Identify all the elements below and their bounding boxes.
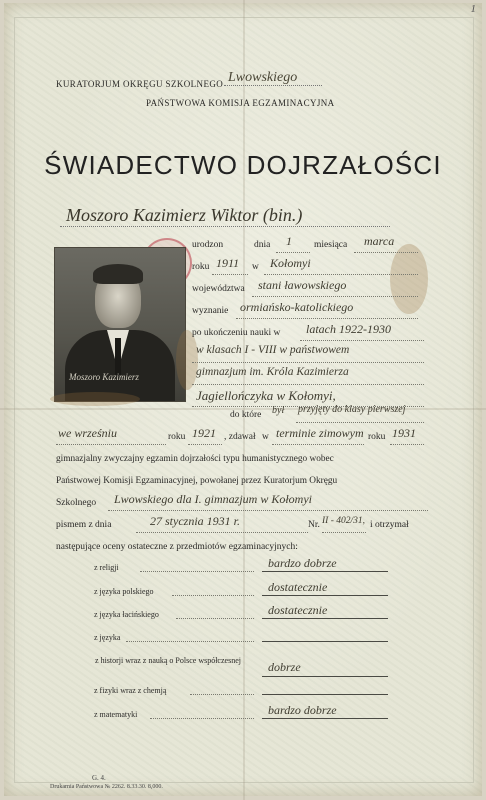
komisja-heading: PAŃSTWOWA KOMISJA EGZAMINACYJNA (146, 98, 335, 108)
photo-signature: Moszoro Kazimierz (69, 372, 139, 382)
label-urodzony: urodzon (192, 240, 224, 250)
grade-underline (262, 694, 388, 695)
kuratorjum-handwritten: Lwowskiego (228, 70, 298, 85)
exam-term: terminie zimowym (276, 426, 364, 440)
label-w: w (262, 432, 269, 442)
subject-history: z historji wraz z nauką o Polsce współczesnej (95, 656, 241, 665)
form-code: G. 4. (92, 774, 106, 782)
holder-photo (54, 247, 186, 402)
dotted-line (236, 318, 418, 319)
exam-line-1: gimnazjalny zwyczajny egzamin dojrzałości typu humanistycznego wobec (56, 454, 334, 464)
holder-name: Moszoro Kazimierz Wiktor (bin.) (66, 205, 303, 225)
grade-underline (262, 641, 388, 642)
admission-year: 1921 (192, 426, 216, 440)
dotted-line (176, 618, 254, 619)
label-wojewodztwa: województwa (192, 284, 245, 294)
stain-mark (50, 392, 140, 406)
dotted-line (188, 444, 222, 445)
name-dotted-line (60, 226, 390, 227)
page-number: 1 (470, 3, 476, 15)
subject-physics: z fizyki wraz z chemją (94, 686, 167, 695)
school-name: gimnazjum im. Króla Kazimierza (196, 366, 349, 378)
label-miesiaca: miesiąca (314, 240, 348, 250)
grade-religion: bardzo dobrze (268, 556, 337, 570)
dotted-line (300, 340, 424, 341)
label-szkolnego: Szkolnego (56, 498, 97, 508)
birth-day: 1 (286, 234, 292, 248)
grade-underline (262, 676, 388, 677)
dotted-line (322, 532, 366, 533)
label-roku: roku (192, 262, 210, 272)
dotted-line (264, 274, 418, 275)
photo-tie (115, 338, 121, 376)
dotted-line (390, 444, 424, 445)
admission-month: we wrześniu (58, 426, 118, 440)
printer-note: Drukarnia Państwowa № 2262. 8.33.30. 8,000. (50, 784, 163, 790)
dotted-line (192, 362, 424, 363)
dotted-line (212, 274, 248, 275)
label-pismem: pismem z dnia (56, 520, 112, 530)
label-byl: był (272, 405, 285, 416)
subject-religion: z religji (94, 563, 119, 572)
grade-latin: dostatecznie (268, 603, 328, 617)
grade-underline (262, 618, 388, 619)
letter-date: 27 stycznia 1931 r. (150, 514, 240, 528)
birth-month: marca (364, 234, 395, 248)
label-wyznania: wyznanie (192, 306, 229, 316)
dotted-line (354, 252, 418, 253)
dotted-line (126, 641, 254, 642)
label-w: w (252, 262, 259, 272)
grade-underline (262, 571, 388, 572)
label-otrzymal: i otrzymał (370, 520, 409, 530)
admitted-class: przyjęty do klasy pierwszej (298, 404, 406, 415)
grade-underline (262, 595, 388, 596)
label-roku: roku (168, 432, 186, 442)
subject-language: z języka (94, 633, 121, 642)
birth-place: Kołomyi (270, 256, 311, 270)
dotted-line (172, 595, 254, 596)
letter-number: II - 402/31, (322, 516, 366, 526)
label-dnia: dnia (254, 240, 271, 250)
grade-polish: dostatecznie (268, 580, 328, 594)
dotted-line (296, 422, 424, 423)
kuratorjum-for-school: Lwowskiego dla I. gimnazjum w Kołomyi (114, 492, 313, 506)
label-po-ukonczeniu: po ukończeniu nauki w (192, 328, 281, 338)
dotted-line (140, 571, 254, 572)
label-do-ktorego: do które (230, 410, 262, 420)
dotted-line (252, 296, 418, 297)
grade-mathematics: bardzo dobrze (268, 703, 337, 717)
subject-latin: z języka łacińskiego (94, 610, 159, 619)
exam-year: 1931 (392, 426, 416, 440)
dotted-line (150, 718, 254, 719)
document-title: ŚWIADECTWO DOJRZAŁOŚCI (44, 150, 442, 180)
stain-mark (176, 330, 198, 390)
classes: w klasach I - VIII w państwowem (196, 344, 350, 356)
subject-mathematics: z matematyki (94, 710, 138, 719)
label-zdawal: , zdawał (224, 432, 256, 442)
study-years: latach 1922-1930 (306, 322, 391, 336)
dotted-line (192, 384, 424, 385)
exam-line-2: Państwowej Komisji Egzaminacyjnej, powołanej przez Kuratorjum Okręgu (56, 476, 338, 486)
subject-polish: z języka polskiego (94, 587, 154, 596)
label-roku: roku (368, 432, 386, 442)
dotted-line (272, 444, 364, 445)
dotted-line (276, 252, 310, 253)
photo-hair (93, 264, 143, 284)
grade-underline (262, 718, 388, 719)
school-name-cont: Jagiellończyka w Kołomyi, (196, 388, 336, 403)
voivodeship: stani ławowskiego (258, 278, 347, 292)
dotted-line (108, 510, 428, 511)
birth-year: 1911 (216, 256, 240, 270)
kuratorjum-heading: KURATORJUM OKRĘGU SZKOLNEGO (56, 79, 224, 89)
religion: ormiańsko-katolickiego (240, 300, 354, 314)
label-nr: Nr. (308, 520, 320, 530)
dotted-line (190, 694, 254, 695)
dotted-line (136, 532, 308, 533)
grades-intro: następujące oceny ostateczne z przedmiotów egzaminacyjnych: (56, 542, 298, 552)
stain-mark (390, 244, 428, 314)
dotted-line (56, 444, 166, 445)
grade-history: dobrze (268, 660, 301, 674)
